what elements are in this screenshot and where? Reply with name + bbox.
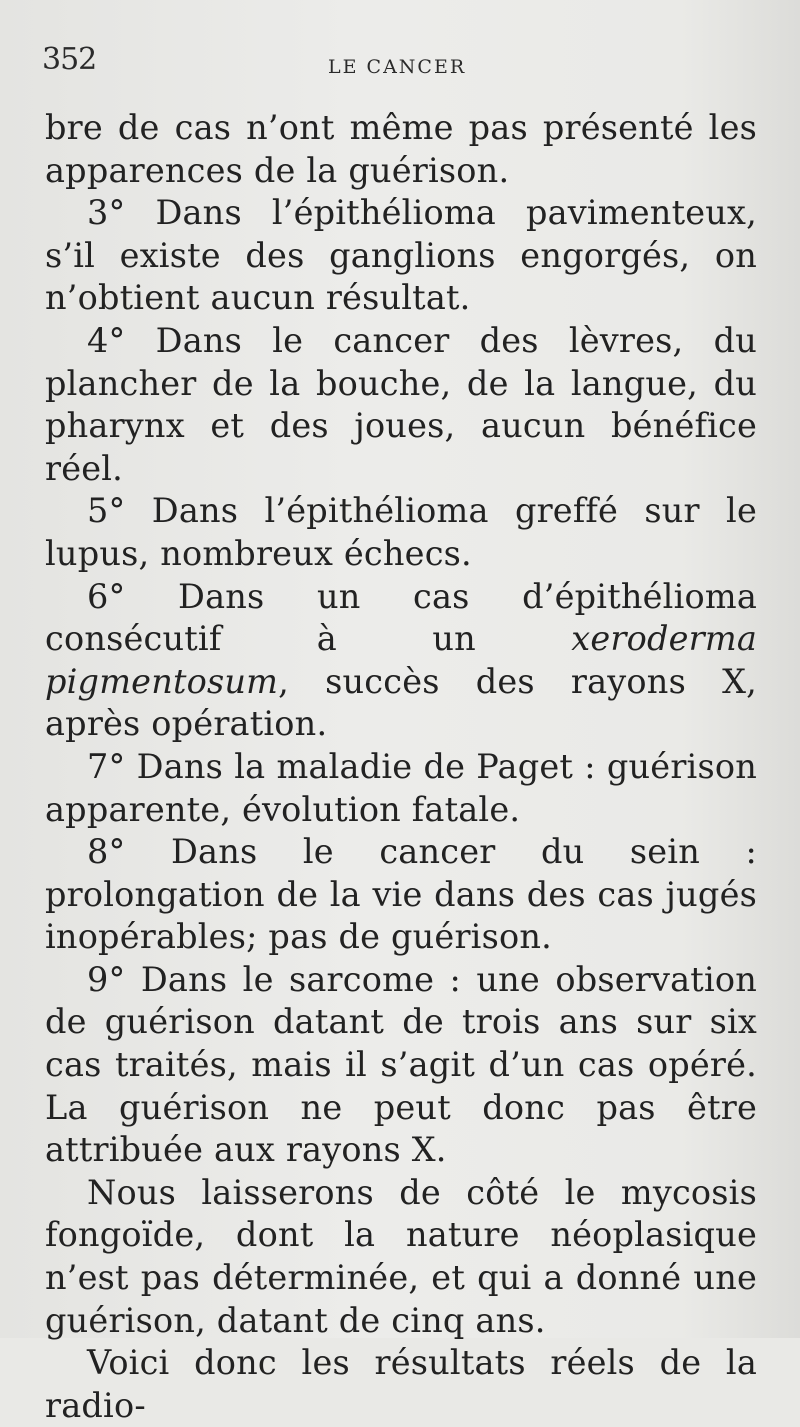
paragraph-point-4: 4° Dans le cancer des lèvres, du plancher de la bouche, de la langue, du pharynx et des joues, aucun bénéfice réel. [45, 320, 757, 488]
paragraph-point-6 [45, 576, 757, 746]
running-title: LE CANCER [328, 56, 467, 78]
paragraph-point-9: 9° Dans le sarcome : une observation de guérison datant de trois ans sur six cas traités, mais il s’agit d’un cas opéré. La guérison ne peut donc pas être attribuée aux rayons X. [45, 959, 757, 1170]
paragraph-point-3: 3° Dans l’épithélioma pavimenteux, s’il existe des ganglions engorgés, on n’obtient aucun résultat. [45, 193, 757, 318]
paragraph-point-7: 7° Dans la maladie de Paget : guérison apparente, évolution fatale. [45, 746, 757, 829]
paragraph-mycosis: Nous laisserons de côté le mycosis fongoïde, dont la nature néoplasique n’est pas déterminée, et qui a donné une guérison, datant de cinq ans. [45, 1172, 757, 1340]
body-text [45, 107, 757, 1427]
paragraph-point-6-start: 6° Dans un cas d’épithélioma consécutif à un [45, 576, 757, 659]
paragraph-point-5: 5° Dans l’épithélioma greffé sur le lupus, nombreux échecs. [45, 491, 757, 573]
paragraph-point-6-end: , succès des rayons X, après opération. [45, 661, 757, 744]
paragraph-final: Voici donc les résultats réels de la radio- [45, 1343, 757, 1425]
italic-term: xeroderma pigmentosum [45, 619, 757, 701]
paragraph-point-8: 8° Dans le cancer du sein : prolongation de la vie dans des cas jugés inopérables; pas de guérison. [45, 832, 757, 957]
paragraph-continuation: bre de cas n’ont même pas présenté les apparences de la guérison. [45, 108, 757, 190]
page-number: 352 [42, 42, 97, 77]
